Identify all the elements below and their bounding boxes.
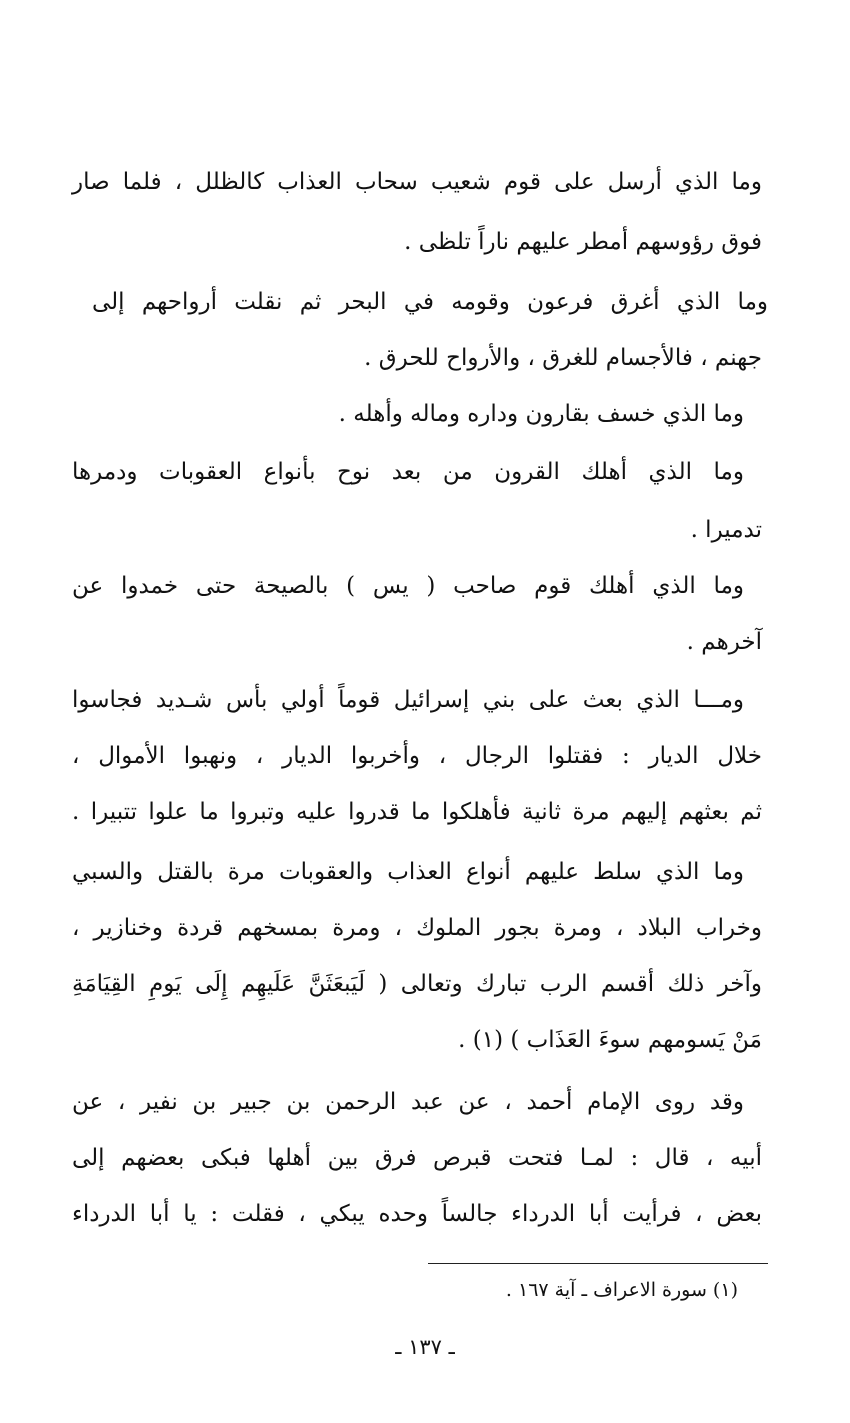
text-line: ومـــا الذي بعث على بني إسرائيل قوماً أولي بأس شـديد فجاسوا [72, 687, 744, 713]
text-line: خلال الديار : فقتلوا الرجال ، وأخربوا الديار ، ونهبوا الأموال ، [72, 743, 762, 769]
footnote-divider [428, 1263, 768, 1264]
text-line: وما الذي خسف بقارون وداره وماله وأهله . [338, 401, 744, 427]
text-line: أبيه ، قال : لمـا فتحت قبرص فرق بين أهلها فبكى بعضهم إلى [72, 1145, 762, 1171]
text-line: وما الذي أهلك قوم صاحب ( يس ) بالصيحة حتى خمدوا عن [72, 573, 744, 599]
text-line: وما الذي سلط عليهم أنواع العذاب والعقوبات مرة بالقتل والسبي [72, 859, 744, 885]
text-line: جهنم ، فالأجسام للغرق ، والأرواح للحرق . [364, 345, 762, 371]
text-line: فوق رؤوسهم أمطر عليهم ناراً تلظى . [404, 229, 762, 255]
text-line: وما الذي أهلك القرون من بعد نوح بأنواع العقوبات ودمرها [72, 459, 744, 485]
text-line: وما الذي أرسل على قوم شعيب سحاب العذاب كالظلل ، فلما صار [72, 169, 762, 195]
text-line: وخراب البلاد ، ومرة بجور الملوك ، ومرة بمسخهم قردة وخنازير ، [72, 915, 762, 941]
text-line: وقد روى الإمام أحمد ، عن عبد الرحمن بن جبير بن نفير ، عن [72, 1089, 744, 1115]
text-line: تدميرا . [690, 517, 762, 543]
page-number: ـ ١٣٧ ـ [395, 1335, 455, 1359]
footnote: (١) سورة الاعراف ـ آية ١٦٧ . [505, 1279, 738, 1301]
text-line: وآخر ذلك أقسم الرب تبارك وتعالى ( لَيَبعَثَنَّ عَلَيهِم إِلَى يَومِ القِيَامَةِ [72, 971, 762, 997]
text-line: بعض ، فرأيت أبا الدرداء جالساً وحده يبكي ، فقلت : يا أبا الدرداء [72, 1201, 762, 1227]
text-line: ثم بعثهم إليهم مرة ثانية فأهلكوا ما قدروا عليه وتبروا ما علوا تتبيرا . [72, 799, 762, 825]
text-line: وما الذي أغرق فرعون وقومه في البحر ثم نقلت أرواحهم إلى [92, 289, 768, 315]
text-line: مَنْ يَسومهم سوءَ العَذَاب ) (١) . [458, 1027, 762, 1053]
text-line: آخرهم . [686, 629, 762, 655]
